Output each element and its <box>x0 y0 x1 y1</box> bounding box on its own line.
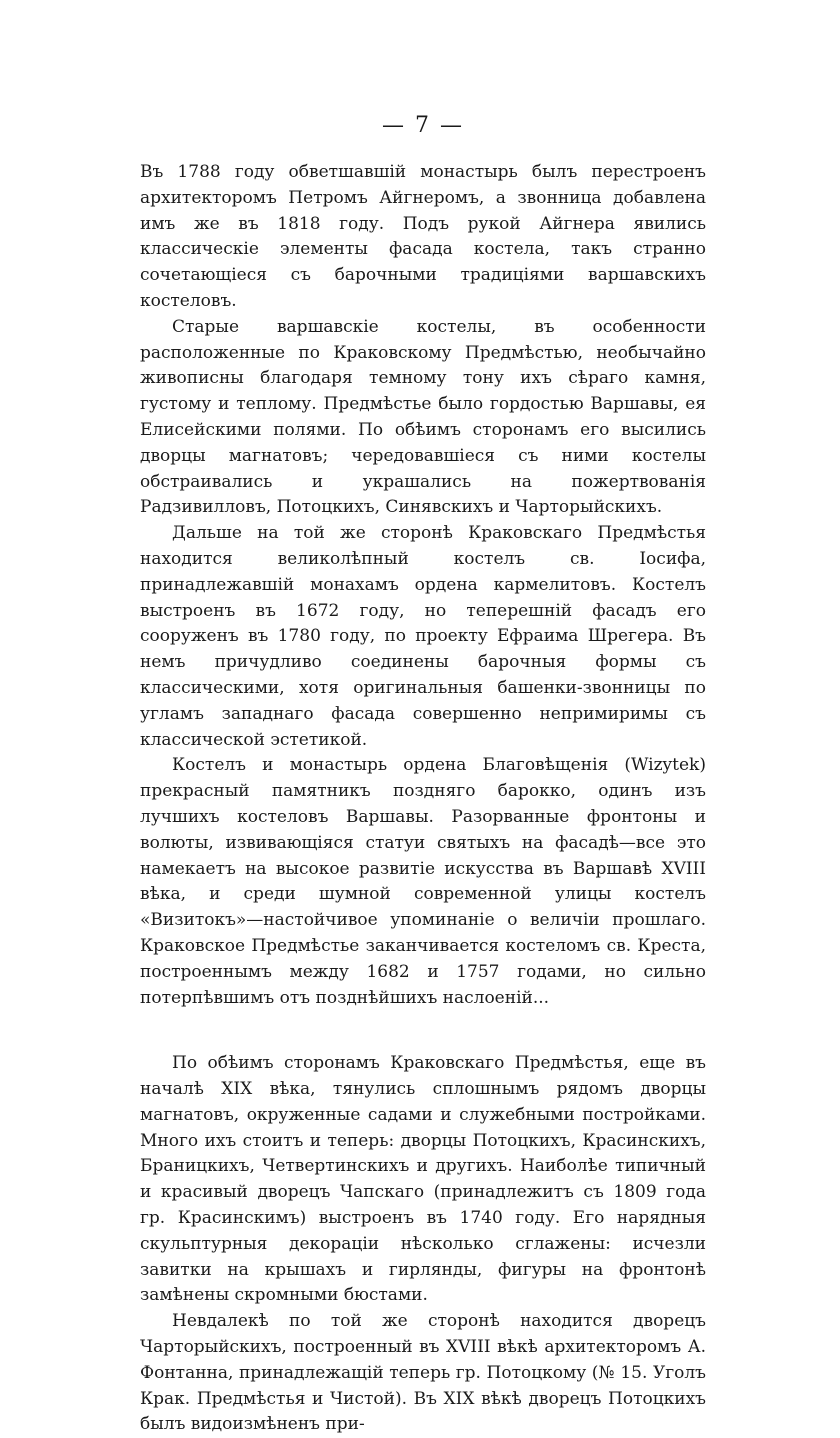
paragraph: Въ 1788 году обветшавшій монастырь былъ перестроенъ архитекторомъ Петромъ Айгнеромъ, а звонница добавлена имъ же въ 1818 году. Подъ рукой Айгнера явились классическіе элементы фасада костела, такъ странно сочетающіеся съ барочными традиціями варшавскихъ костеловъ. <box>140 162 706 311</box>
section-break <box>140 1011 706 1051</box>
paragraph: Костелъ и монастырь ордена Благовѣщенія (Wizytek) прекрасный памятникъ поздняго барокко, одинъ изъ лучшихъ костеловъ Варшавы. Разорванные фронтоны и волюты, извивающіяся статуи святыхъ на фасадѣ—все это намекаетъ на высокое развитіе искусства въ Варшавѣ XVIII вѣка, и среди шумной современной улицы костелъ «Визитокъ»—настойчивое упоминаніе о величіи прошлаго. Краковское Предмѣстье заканчивается костеломъ св. Креста, построеннымъ между 1682 и 1757 годами, но сильно потерпѣвшимъ отъ позднѣйшихъ наслоеній... <box>140 755 706 1008</box>
page-number: — 7 — <box>382 113 464 138</box>
paragraph: Дальше на той же сторонѣ Краковскаго Предмѣстья находится великолѣпный костелъ св. Іосифа, принадлежавшій монахамъ ордена кармелитовъ. Костелъ выстроенъ въ 1672 году, но теперешній фасадъ его сооруженъ въ 1780 году, по проекту Ефраима Шрегера. Въ немъ причудливо соединены барочныя формы съ классическими, хотя оригинальныя башенки-звонницы по угламъ западнаго фасада совершенно непримиримы съ классической эстетикой. <box>140 523 706 750</box>
paragraph: По обѣимъ сторонамъ Краковскаго Предмѣстья, еще въ началѣ XIX вѣка, тянулись сплошнымъ рядомъ дворцы магнатовъ, окруженные садами и служебными постройками. Много ихъ стоитъ и теперь: дворцы Потоцкихъ, Красинскихъ, Браницкихъ, Четвертинскихъ и другихъ. Наиболѣе типичный и красивый дворецъ Чапскаго (принадлежитъ съ 1809 года гр. Красинскимъ) выстроенъ въ 1740 году. Его нарядныя скульптурныя декораціи нѣсколько сглажены: исчезли завитки на крышахъ и гирлянды, фигуры на фронтонѣ замѣнены скромными бюстами. <box>140 1053 706 1306</box>
paragraph: Невдалекѣ по той же сторонѣ находится дворецъ Чарторыйскихъ, построенный въ XVIII вѣкѣ архитекторомъ А. Фонтанна, принадлежащій теперь гр. Потоцкому (№ 15. Уголъ Крак. Предмѣстья и Чистой). Въ XIX вѣкѣ дворецъ Потоцкихъ былъ видоизмѣненъ при- <box>140 1311 706 1435</box>
document-page <box>140 112 706 1438</box>
paragraph: Старые варшавскіе костелы, въ особенности расположенные по Краковскому Предмѣстью, необычайно живописны благодаря темному тону ихъ сѣраго камня, густому и теплому. Предмѣстье было гордостью Варшавы, ея Елисейскими полями. По обѣимъ сторонамъ его высились дворцы магнатовъ; чередовавшіеся съ ними костелы обстраивались и украшались на пожертвованія Радзивилловъ, Потоцкихъ, Синявскихъ и Чарторыйскихъ. <box>140 316 706 518</box>
